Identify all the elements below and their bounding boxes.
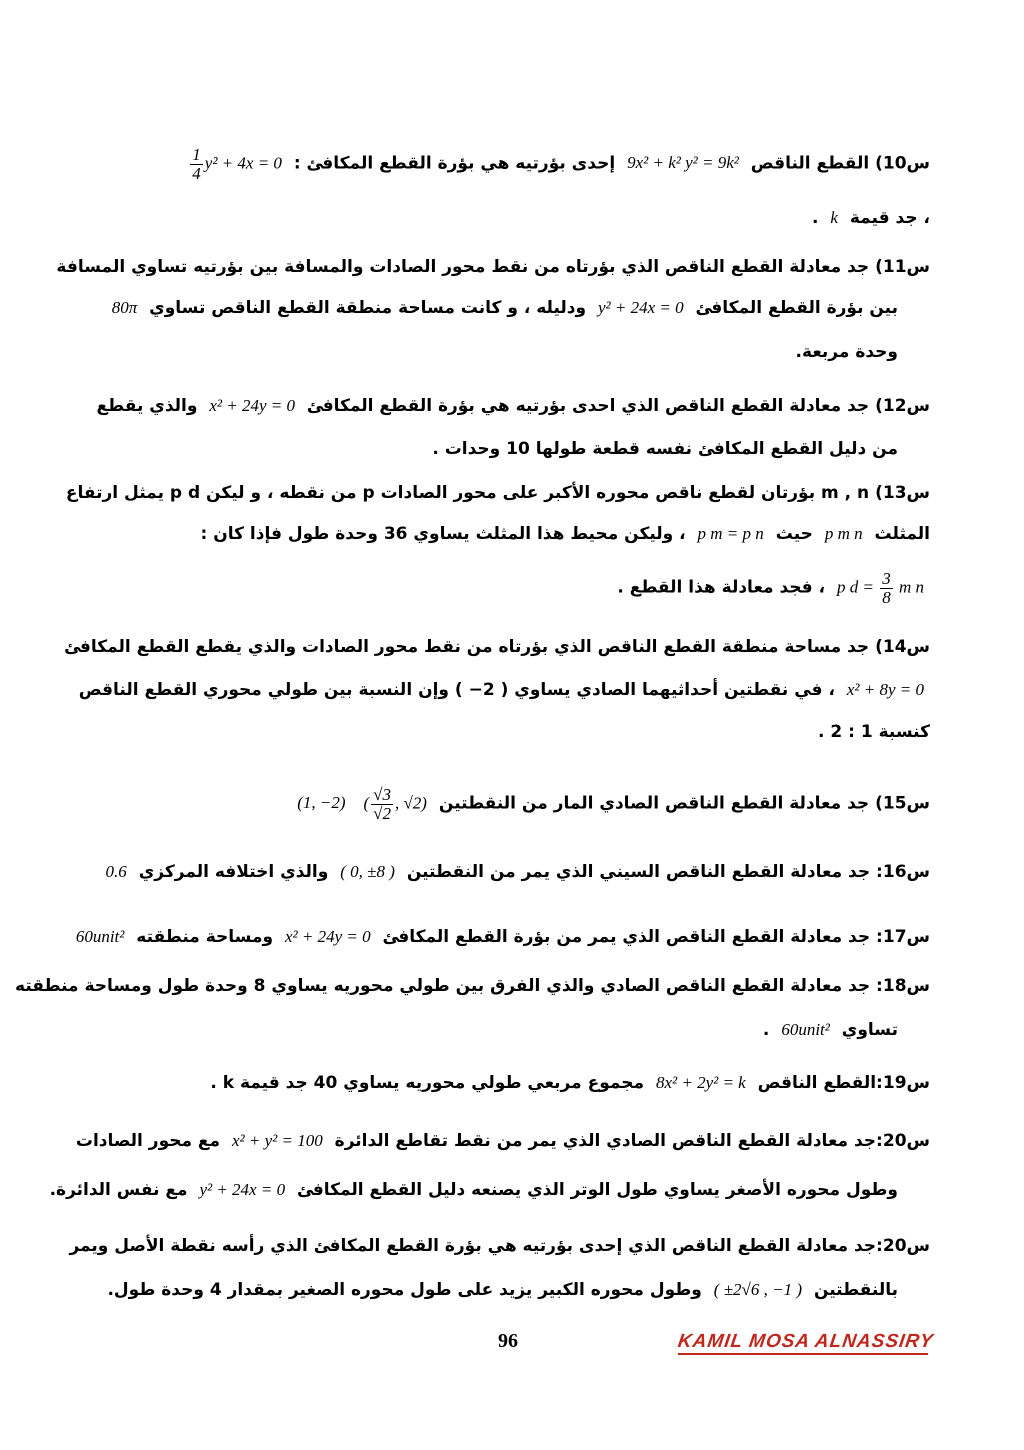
q12-equation: x² + 24y = 0 — [209, 396, 295, 415]
q20a-text-2b: مع نفس الدائرة. — [49, 1180, 188, 1200]
q10-fraction-den: 4 — [192, 164, 201, 183]
q13-fraction — [880, 570, 893, 607]
q19-text-a: س19:القطع الناقص — [757, 1073, 930, 1093]
q11-line-1 — [56, 253, 930, 281]
q14-text-2: ، في نقطتين أحداثيهما الصادي يساوي ( 2− ) وإن النسبة بين طولي محوري القطع الناقص — [78, 680, 835, 700]
q15-p1-close: , √2) — [394, 793, 427, 813]
q15-point-2: (1, −2) — [297, 793, 346, 813]
q17-text-a: س17: جد معادلة القطع الناقص الذي يمر من بؤرة القطع المكافئ — [382, 927, 930, 947]
q20b-text-1: س20:جد معادلة القطع الناقص الذي إحدى بؤرتيه هي بؤرة القطع المكافئ الذي رأسه نقطة الأصل ويمر — [69, 1236, 930, 1256]
q13-fraction-den: 8 — [882, 588, 891, 607]
q19-equation: 8x² + 2y² = k — [655, 1073, 746, 1092]
q19-line — [210, 1069, 930, 1097]
author-underline — [678, 1353, 928, 1355]
q17-area: 60unit² — [75, 927, 125, 946]
q12-text-1b: والذي يقطع — [96, 396, 198, 416]
q16-line — [100, 858, 930, 886]
q20a-circle-equation: x² + y² = 100 — [232, 1131, 323, 1150]
q16-text-a: س16: جد معادلة القطع الناقص السيني الذي يمر من النقطتين — [406, 862, 930, 882]
q20b-line-1 — [69, 1232, 930, 1260]
q13-formula-rhs: m n — [898, 577, 924, 597]
q20a-parabola-equation: y² + 24x = 0 — [199, 1180, 286, 1199]
q10-fraction — [190, 146, 203, 183]
q10-parabola-equation — [188, 146, 282, 183]
q15-point-1 — [363, 786, 427, 823]
q14-equation: x² + 8y = 0 — [846, 680, 924, 699]
q11-text-1: س11) جد معادلة القطع الناقص الذي بؤرتاه من نقط محور الصادات والمسافة بين بؤرتيه تساوي المسافة — [56, 257, 930, 277]
q16-eccentricity: 0.6 — [105, 862, 127, 881]
q13-text-1: س13) m , n بؤرتان لقطع ناقص محوره الأكبر على محور الصادات p من نقطه ، و ليكن p d يمثل ارتفاع — [65, 483, 930, 503]
q15-fraction-num: √3 — [373, 785, 391, 804]
q18-text-1: س18: جد معادلة القطع الناقص الصادي والذي الفرق بين طولي محوريه يساوي 8 وحدة طول ومساحة منطقته — [15, 976, 930, 996]
q12-text-2: من دليل القطع المكافئ نفسه قطعة طولها 10 وحدات . — [432, 439, 898, 459]
q20a-line-2 — [50, 1176, 898, 1204]
q11-equation: y² + 24x = 0 — [597, 298, 684, 317]
q15-fraction-den: √2 — [373, 804, 391, 823]
q15-line — [291, 786, 930, 823]
q13-triangle: p m n — [824, 524, 863, 543]
q10-end: . — [811, 208, 819, 228]
q13-line-1 — [66, 479, 930, 507]
q10-line-1 — [182, 146, 930, 183]
q12-line-2 — [432, 435, 898, 463]
q10-label: س10) القطع الناقص — [750, 153, 930, 174]
q15-p1-open: ( — [363, 793, 370, 813]
q20a-text-2a: وطول محوره الأصغر يساوي طول الوتر الذي يصنعه دليل القطع المكافئ — [297, 1180, 898, 1200]
q13-formula — [837, 570, 924, 607]
q11-text-3: وحدة مربعة. — [795, 342, 898, 362]
q20b-points: ( ±2√6 , −1 ) — [713, 1280, 803, 1299]
q20b-line-2 — [107, 1276, 898, 1304]
q12-text-1a: س12) جد معادلة القطع الناقص الذي احدى بؤرتيه هي بؤرة القطع المكافئ — [306, 396, 930, 416]
author-signature: KAMIL MOSA ALNASSIRY — [676, 1331, 935, 1352]
q10-line-2 — [812, 204, 930, 232]
q14-line-1 — [64, 633, 930, 661]
q13-text-2b: حيث — [775, 524, 813, 544]
q15-fraction — [371, 786, 393, 823]
page-number: 96 — [498, 1330, 518, 1352]
q14-line-3 — [818, 718, 930, 746]
q11-line-3 — [796, 338, 898, 366]
q20b-text-2a: بالنقطتين — [813, 1280, 898, 1300]
q10-fraction-num: 1 — [192, 145, 201, 164]
q13-text-2c: ، وليكن محيط هذا المثلث يساوي 36 وحدة طول فإذا كان : — [200, 524, 686, 544]
q14-line-2 — [79, 676, 930, 704]
q16-points: ( 0, ±8 ) — [340, 862, 395, 881]
q13-text-3: ، فجد معادلة هذا القطع . — [617, 577, 826, 598]
q17-equation: x² + 24y = 0 — [284, 927, 371, 946]
q13-line-2 — [201, 520, 931, 548]
q13-text-2a: المثلث — [874, 524, 930, 544]
q10-mid-text: إحدى بؤرتيه هي بؤرة القطع المكافئ : — [293, 153, 616, 174]
q18-end: . — [762, 1020, 770, 1040]
q20b-text-2b: وطول محوره الكبير يزيد على طول محوره الصغير بمقدار 4 وحدة طول. — [107, 1280, 702, 1300]
q13-formula-lhs: p d = — [836, 577, 874, 597]
q19-text-b: مجموع مربعي طولي محوريه يساوي 40 جد قيمة k . — [210, 1073, 645, 1093]
q17-line — [70, 923, 930, 951]
q14-text-3: كنسبة 1 : 2 . — [817, 722, 930, 742]
q10-ellipse-equation: 9x² + k² y² = 9k² — [627, 153, 739, 173]
q11-line-2 — [106, 294, 898, 322]
q12-line-1 — [97, 392, 930, 420]
q10-parabola-rest: y² + 4x = 0 — [204, 153, 282, 173]
q20a-line-1 — [76, 1127, 930, 1155]
q10-find-text: ، جد قيمة — [849, 208, 930, 228]
q14-text-1: س14) جد مساحة منطقة القطع الناقص الذي بؤرتاه من نقط محور الصادات والذي يقطع القطع المكافئ — [64, 637, 930, 657]
q16-text-b: والذي اختلافه المركزي — [138, 862, 329, 882]
q13-fraction-num: 3 — [882, 569, 891, 588]
q11-text-2a: بين بؤرة القطع المكافئ — [695, 298, 898, 318]
q10-var: k — [830, 208, 838, 227]
q17-text-b: ومساحة منطقته — [136, 927, 274, 947]
q18-line-2 — [763, 1016, 898, 1044]
q13-line-3 — [617, 570, 930, 607]
q20a-text-1b: مع محور الصادات — [75, 1131, 221, 1151]
q11-text-2b: ودليله ، و كانت مساحة منطقة القطع الناقص تساوي — [149, 298, 587, 318]
q20a-text-1a: س20:جد معادلة القطع الناقص الصادي الذي يمر من نقط تقاطع الدائرة — [334, 1131, 930, 1151]
q18-area: 60unit² — [781, 1020, 830, 1039]
q18-text-2: تساوي — [841, 1020, 898, 1040]
q18-line-1 — [15, 972, 930, 1000]
q11-area: 80π — [111, 298, 138, 317]
q13-condition: p m = p n — [697, 524, 764, 543]
q15-text: س15) جد معادلة القطع الناقص الصادي المار من النقطتين — [438, 793, 930, 814]
